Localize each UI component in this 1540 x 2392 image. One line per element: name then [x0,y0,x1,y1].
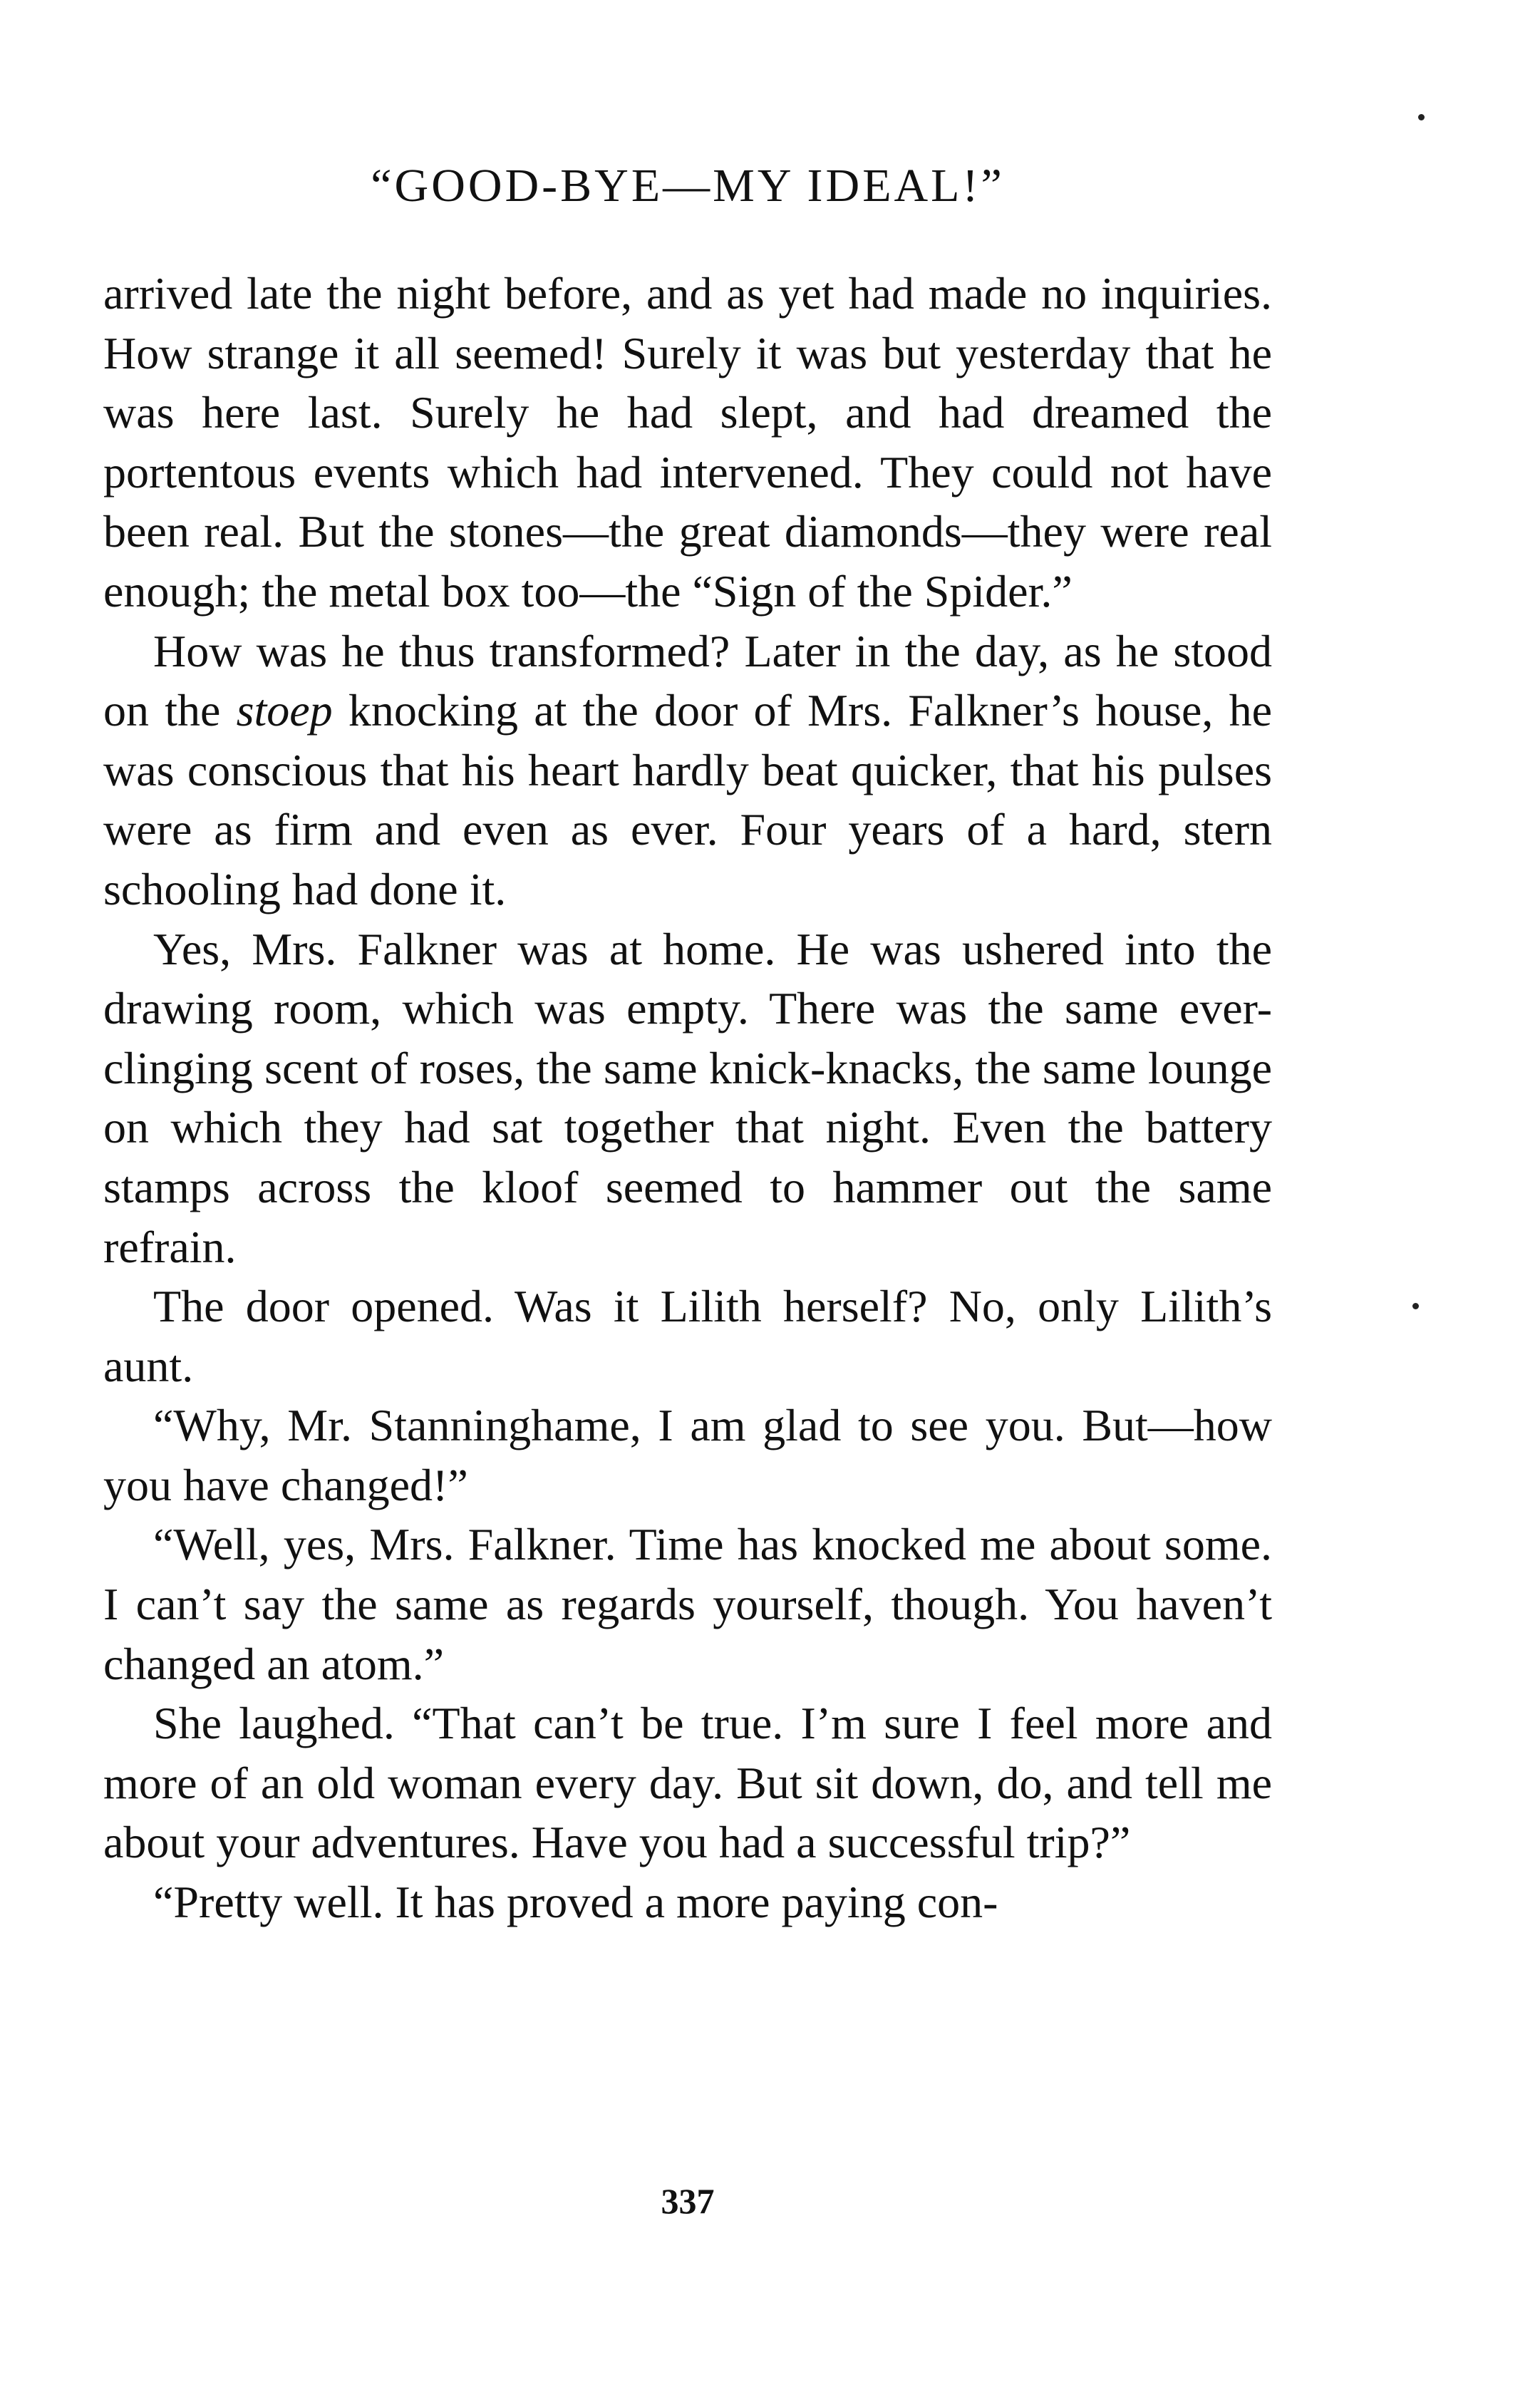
paragraph [103,622,1272,919]
paragraph [103,919,1272,1277]
paragraph [103,1396,1272,1515]
text-run: arrived late the night before, and as yet had made no inquiries. How strange it all seemed! Surely it was but yesterday that he was here last. Surely he had slept, and had dreamed the portentous events which had intervened. They could not have been real. But the stones—the great diamonds—they were real enough; the metal box too—the “Sign of the Spider.” [103,268,1272,617]
print-speck [1412,1303,1419,1309]
text-run: “Pretty well. It has proved a more paying con- [153,1877,998,1928]
text-run: She laughed. “That can’t be true. I’m sure I feel more and more of an old woman every day. But sit down, do, and tell me about your adventures. Have you had a successful trip?” [103,1698,1272,1868]
text-run: “Well, yes, Mrs. Falkner. Time has knocked me about some. I can’t say the same as regards yourself, though. You haven’t changed an atom.” [103,1519,1272,1689]
paragraph [103,1277,1272,1396]
running-head: “GOOD-BYE—MY IDEAL!” [371,160,1005,212]
paragraph [103,1872,1272,1932]
text-run: “Why, Mr. Stanninghame, I am glad to see you. But—how you have changed!” [103,1400,1272,1510]
page-number: 337 [661,2181,715,2221]
text-run: The door opened. Was it Lilith herself? No, only Lilith’s aunt. [103,1281,1272,1391]
print-speck [1418,114,1425,120]
paragraph [103,1515,1272,1694]
text-run: Yes, Mrs. Falkner was at home. He was ushered into the drawing room, which was empty. There was the same ever-clinging scent of roses, the same knick-knacks, the same lounge on which they had sat together that night. Even the battery stamps across the kloof seemed to hammer out the same refrain. [103,923,1272,1272]
body-text [103,264,1272,1932]
italic-word: stoep [236,685,333,736]
paragraph [103,1694,1272,1872]
text-run: How was he thus transformed? Later in the day, as he stood on the [103,625,1272,736]
text-run: knocking at the door of Mrs. Falkner’s house, he was conscious that his heart hardly beat quicker, that his pulses were as firm and even as ever. Four years of a hard, stern schooling had done it. [103,685,1273,914]
paragraph [103,264,1272,622]
